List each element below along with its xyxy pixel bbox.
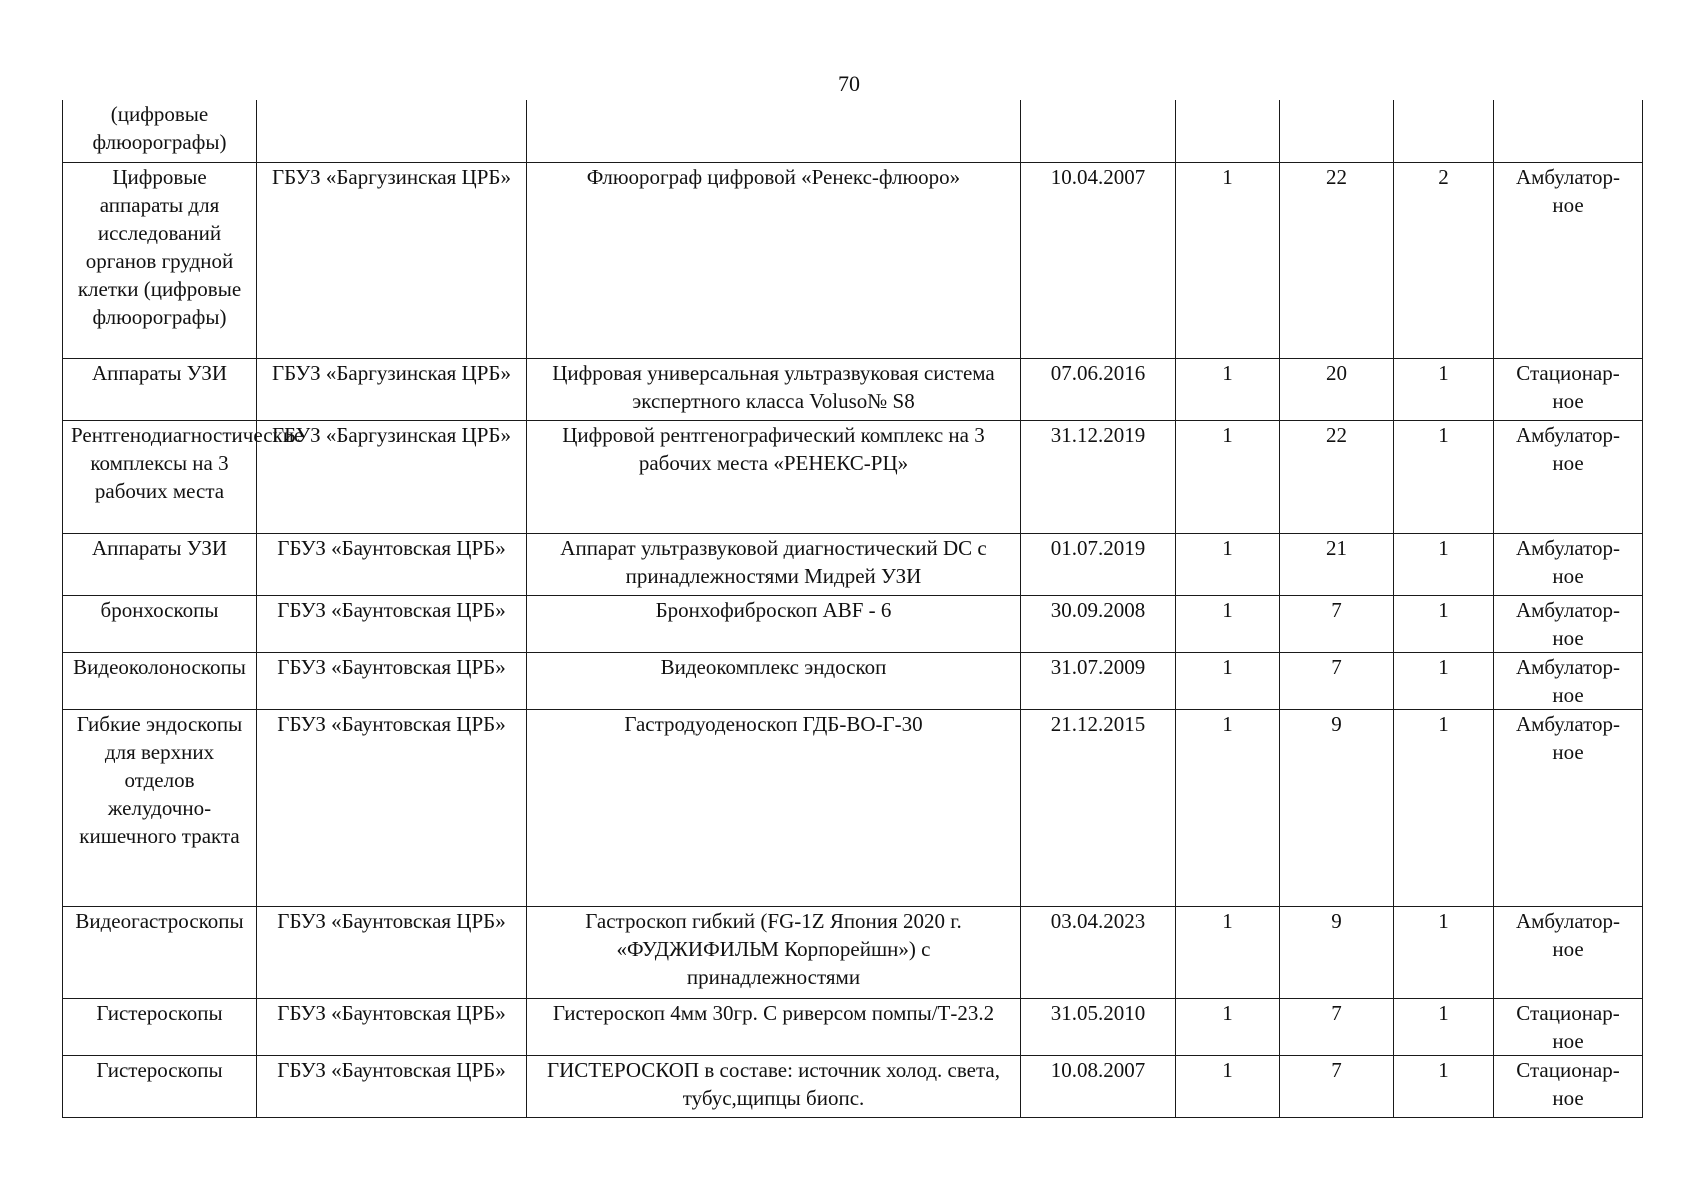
cell-wear: 9 — [1280, 709, 1394, 906]
cell-date: 30.09.2008 — [1021, 595, 1176, 652]
cell-wear: 21 — [1280, 533, 1394, 595]
cell-equipment-type: Аппараты УЗИ — [63, 533, 257, 595]
cell-equipment-type: Цифровые аппараты для исследований органов грудной клетки (цифровые флюорографы) — [63, 162, 257, 358]
table-row — [63, 1055, 1643, 1117]
table-row — [63, 652, 1643, 709]
cell-equipment-type: (цифровые флюорографы) — [63, 100, 257, 162]
cell-care-type: Амбулатор-ное — [1494, 709, 1643, 906]
cell-count: 2 — [1394, 162, 1494, 358]
cell-wear: 7 — [1280, 595, 1394, 652]
table-row-continuation — [63, 100, 1643, 162]
cell-equipment-type: бронхоскопы — [63, 595, 257, 652]
cell-organization — [257, 100, 527, 162]
cell-count: 1 — [1394, 358, 1494, 420]
table-row — [63, 709, 1643, 906]
cell-quantity: 1 — [1176, 162, 1280, 358]
table-row — [63, 533, 1643, 595]
cell-date: 01.07.2019 — [1021, 533, 1176, 595]
cell-equipment-type: Видеоколоноскопы — [63, 652, 257, 709]
cell-equipment-type: Гистероскопы — [63, 998, 257, 1055]
cell-quantity: 1 — [1176, 709, 1280, 906]
cell-date: 10.08.2007 — [1021, 1055, 1176, 1117]
table-row — [63, 906, 1643, 998]
cell-care-type: Стационар-ное — [1494, 998, 1643, 1055]
cell-date: 07.06.2016 — [1021, 358, 1176, 420]
equipment-table — [62, 100, 1643, 1118]
cell-model: Цифровая универсальная ультразвуковая система экспертного класса Voluso№ S8 — [527, 358, 1021, 420]
cell-model: Цифровой рентгенографический комплекс на 3 рабочих места «РЕНЕКС-РЦ» — [527, 420, 1021, 533]
cell-organization: ГБУЗ «Баунтовская ЦРБ» — [257, 709, 527, 906]
cell-organization: ГБУЗ «Баунтовская ЦРБ» — [257, 1055, 527, 1117]
cell-organization: ГБУЗ «Баунтовская ЦРБ» — [257, 998, 527, 1055]
cell-equipment-type: Аппараты УЗИ — [63, 358, 257, 420]
cell-date: 31.12.2019 — [1021, 420, 1176, 533]
cell-organization: ГБУЗ «Баргузинская ЦРБ» — [257, 420, 527, 533]
cell-model: Видеокомплекс эндоскоп — [527, 652, 1021, 709]
cell-date: 31.05.2010 — [1021, 998, 1176, 1055]
table-row — [63, 358, 1643, 420]
cell-wear: 9 — [1280, 906, 1394, 998]
cell-model — [527, 100, 1021, 162]
table-row — [63, 162, 1643, 358]
cell-model: Гистероскоп 4мм 30гр. С риверсом помпы/Т-23.2 — [527, 998, 1021, 1055]
cell-wear: 7 — [1280, 1055, 1394, 1117]
cell-care-type: Амбулатор-ное — [1494, 595, 1643, 652]
cell-equipment-type: Гибкие эндоскопы для верхних отделов желудочно-кишечного тракта — [63, 709, 257, 906]
cell-organization: ГБУЗ «Баунтовская ЦРБ» — [257, 906, 527, 998]
cell-model: ГИСТЕРОСКОП в составе: источник холод. света, тубус,щипцы биопс. — [527, 1055, 1021, 1117]
cell-equipment-type: Видеогастроскопы — [63, 906, 257, 998]
cell-date: 21.12.2015 — [1021, 709, 1176, 906]
cell-wear: 22 — [1280, 420, 1394, 533]
cell-organization: ГБУЗ «Баргузинская ЦРБ» — [257, 358, 527, 420]
cell-count: 1 — [1394, 595, 1494, 652]
cell-equipment-type: Рентгенодиагностические комплексы на 3 рабочих места — [63, 420, 257, 533]
cell-quantity: 1 — [1176, 652, 1280, 709]
cell-care-type: Амбулатор-ное — [1494, 533, 1643, 595]
cell-organization: ГБУЗ «Баунтовская ЦРБ» — [257, 595, 527, 652]
cell-wear: 7 — [1280, 652, 1394, 709]
cell-care-type: Амбулатор-ное — [1494, 652, 1643, 709]
page-number: 70 — [838, 71, 860, 96]
cell-model: Аппарат ультразвуковой диагностический DC с принадлежностями Мидрей УЗИ — [527, 533, 1021, 595]
cell-date: 10.04.2007 — [1021, 162, 1176, 358]
cell-wear: 20 — [1280, 358, 1394, 420]
cell-wear — [1280, 100, 1394, 162]
table-row — [63, 595, 1643, 652]
cell-quantity: 1 — [1176, 420, 1280, 533]
cell-equipment-type: Гистероскопы — [63, 1055, 257, 1117]
cell-organization: ГБУЗ «Баунтовская ЦРБ» — [257, 533, 527, 595]
cell-model: Гастродуоденоскоп ГДБ-ВО-Г-30 — [527, 709, 1021, 906]
cell-count: 1 — [1394, 1055, 1494, 1117]
cell-count: 1 — [1394, 998, 1494, 1055]
cell-model: Гастроскоп гибкий (FG-1Z Япония 2020 г. «ФУДЖИФИЛЬМ Корпорейшн») с принадлежностями — [527, 906, 1021, 998]
cell-quantity: 1 — [1176, 1055, 1280, 1117]
cell-care-type: Амбулатор-ное — [1494, 420, 1643, 533]
cell-quantity: 1 — [1176, 998, 1280, 1055]
table-row — [63, 998, 1643, 1055]
cell-care-type — [1494, 100, 1643, 162]
cell-count: 1 — [1394, 906, 1494, 998]
cell-count: 1 — [1394, 420, 1494, 533]
cell-quantity — [1176, 100, 1280, 162]
cell-model: Бронхофиброскоп ABF - 6 — [527, 595, 1021, 652]
cell-quantity: 1 — [1176, 595, 1280, 652]
cell-model: Флюорограф цифровой «Ренекс-флюоро» — [527, 162, 1021, 358]
cell-quantity: 1 — [1176, 533, 1280, 595]
cell-count: 1 — [1394, 709, 1494, 906]
table-row — [63, 420, 1643, 533]
cell-organization: ГБУЗ «Баргузинская ЦРБ» — [257, 162, 527, 358]
cell-wear: 22 — [1280, 162, 1394, 358]
cell-date: 31.07.2009 — [1021, 652, 1176, 709]
cell-count — [1394, 100, 1494, 162]
cell-organization: ГБУЗ «Баунтовская ЦРБ» — [257, 652, 527, 709]
cell-care-type: Стационар-ное — [1494, 1055, 1643, 1117]
cell-wear: 7 — [1280, 998, 1394, 1055]
cell-quantity: 1 — [1176, 906, 1280, 998]
cell-date: 03.04.2023 — [1021, 906, 1176, 998]
cell-count: 1 — [1394, 652, 1494, 709]
cell-care-type: Стационар-ное — [1494, 358, 1643, 420]
cell-care-type: Амбулатор-ное — [1494, 162, 1643, 358]
cell-quantity: 1 — [1176, 358, 1280, 420]
cell-care-type: Амбулатор-ное — [1494, 906, 1643, 998]
cell-date — [1021, 100, 1176, 162]
cell-count: 1 — [1394, 533, 1494, 595]
